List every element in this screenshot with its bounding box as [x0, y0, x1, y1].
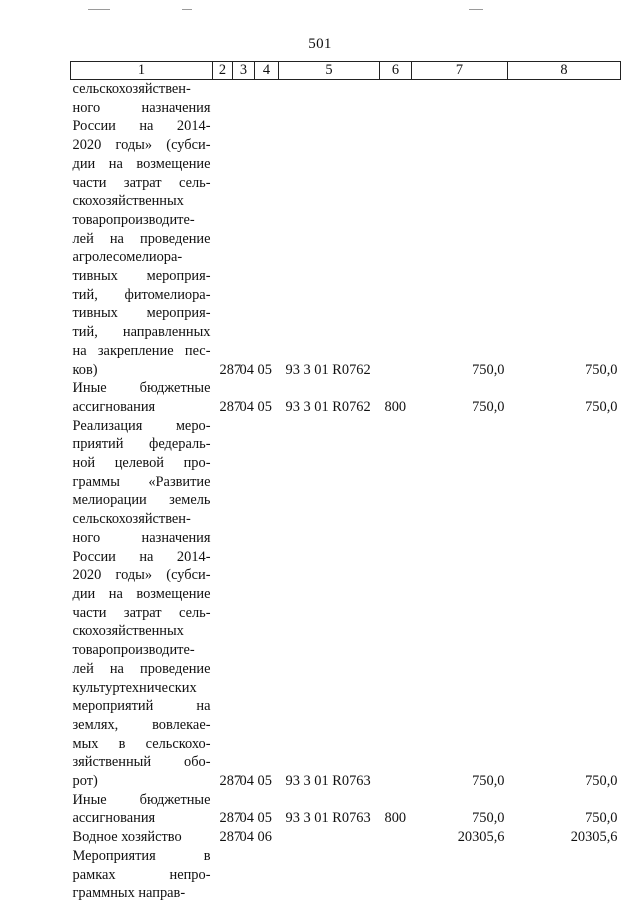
description-line: сельскохозяйствен- [72, 81, 191, 97]
cell-admin-code: 287 [219, 361, 242, 378]
cell-expense-type [380, 80, 412, 380]
row-description [71, 828, 213, 847]
row-description [71, 379, 213, 416]
description-line: ассигнования [72, 398, 156, 415]
description-line: граммы «Развитие [72, 473, 211, 490]
description-line: зяйственный обо- [72, 754, 211, 771]
cell-expense-type [380, 828, 412, 847]
row-description [71, 791, 213, 828]
description-line: приятий федераль- [72, 436, 211, 453]
cell-section: 04 [239, 810, 254, 827]
cell-subsection: 05 [257, 773, 272, 790]
table-row [71, 828, 621, 847]
description-line: тий, направленных [72, 324, 211, 341]
budget-table [70, 61, 621, 903]
table-row [71, 379, 621, 416]
row-description [71, 417, 213, 791]
description-line: на закрепление пес- [72, 342, 211, 359]
description-line: мероприятий на [72, 698, 211, 715]
description-line: Иные бюджетные [72, 791, 211, 808]
cell-expense-type [380, 847, 412, 903]
table-row [71, 791, 621, 828]
description-line: рамках непро- [72, 866, 211, 883]
cell-amount-col8: 20305,6 [570, 829, 618, 846]
cell-amount-col7: 20305,6 [457, 829, 505, 846]
description-line: агролесомелиора- [72, 249, 183, 266]
cell-admin-code: 287 [219, 810, 242, 827]
description-line: граммных направ- [72, 885, 186, 902]
header-cell-4: 4 [255, 62, 279, 80]
description-line: дии на возмещение [72, 585, 211, 602]
description-line: товаропроизводите- [72, 642, 195, 659]
cell-subsection: 05 [257, 398, 272, 415]
description-line: мых в сельскохо- [72, 735, 211, 752]
cell-amount-col8: 750,0 [585, 361, 618, 378]
description-line: мелиорации земель [72, 492, 211, 509]
header-cell-8: 8 [508, 62, 621, 80]
table-row [71, 417, 621, 791]
cell-expense-type [380, 417, 412, 791]
cell-section: 04 [239, 773, 254, 790]
cell-target-article [279, 828, 380, 847]
header-cell-7: 7 [412, 62, 508, 80]
description-line: Мероприятия в [72, 847, 211, 864]
header-cell-6: 6 [380, 62, 412, 80]
description-line: Водное хозяйство [72, 829, 182, 846]
description-line: ассигнования [72, 810, 156, 827]
cell-subsection: 05 [257, 810, 272, 827]
cell-admin-code [213, 847, 233, 903]
description-line: ного назначения [72, 529, 211, 546]
description-line: лей на проведение [72, 230, 211, 247]
cell-target-article: 93 3 01 R0763 [285, 773, 371, 790]
description-line: Иные бюджетные [72, 380, 211, 397]
description-line: тий, фитомелиора- [72, 286, 211, 303]
cell-admin-code: 287 [219, 398, 242, 415]
scan-artifact [182, 9, 192, 10]
row-description [71, 847, 213, 903]
cell-amount-col7: 750,0 [472, 773, 505, 790]
description-line: части затрат сель- [72, 604, 211, 621]
description-line: тивных мероприя- [72, 305, 211, 322]
cell-amount-col7: 750,0 [472, 398, 505, 415]
header-cell-2: 2 [213, 62, 233, 80]
description-line: части затрат сель- [72, 174, 211, 191]
description-line: ков) [72, 361, 98, 378]
table-row [71, 80, 621, 380]
cell-target-article: 93 3 01 R0762 [285, 361, 371, 378]
cell-admin-code: 287 [219, 773, 242, 790]
cell-target-article: 93 3 01 R0762 [285, 398, 371, 415]
header-cell-3: 3 [233, 62, 255, 80]
cell-target-article [279, 847, 380, 903]
description-line: культуртехнических [72, 679, 197, 696]
cell-amount-col7 [412, 847, 508, 903]
description-line: ной целевой про- [72, 455, 211, 472]
cell-section: 04 [239, 829, 254, 846]
cell-expense-type: 800 [384, 810, 407, 827]
description-line: 2020 годы» (субси- [72, 137, 211, 154]
cell-amount-col8: 750,0 [585, 773, 618, 790]
page-number: 501 [308, 36, 332, 52]
description-line: ного назначения [72, 99, 211, 116]
description-line: землях, вовлекае- [72, 716, 211, 733]
header-row [71, 62, 621, 80]
description-line: скохозяйственных [72, 623, 184, 640]
description-line: 2020 годы» (субси- [72, 567, 211, 584]
cell-section: 04 [239, 361, 254, 378]
cell-section [233, 847, 255, 903]
description-line: товаропроизводите- [72, 211, 195, 228]
cell-amount-col8: 750,0 [585, 810, 618, 827]
description-line: скохозяйственных [72, 193, 184, 210]
cell-expense-type: 800 [384, 398, 407, 415]
table-body [71, 80, 621, 903]
cell-admin-code: 287 [219, 829, 242, 846]
cell-section: 04 [239, 398, 254, 415]
description-line: Реализация меро- [72, 417, 211, 434]
table-row [71, 847, 621, 903]
scan-artifact [469, 9, 483, 10]
header-cell-1: 1 [71, 62, 213, 80]
description-line: России на 2014- [72, 548, 211, 565]
description-line: рот) [72, 773, 98, 790]
description-line: тивных мероприя- [72, 268, 211, 285]
row-description [71, 80, 213, 380]
cell-subsection [255, 847, 279, 903]
cell-amount-col7: 750,0 [472, 810, 505, 827]
description-line: России на 2014- [72, 118, 211, 135]
description-line: дии на возмещение [72, 155, 211, 172]
description-line: сельскохозяйствен- [72, 511, 191, 528]
cell-amount-col8: 750,0 [585, 398, 618, 415]
description-line: лей на проведение [72, 660, 211, 677]
cell-target-article: 93 3 01 R0763 [285, 810, 371, 827]
scan-artifact [88, 9, 110, 10]
cell-amount-col8 [508, 847, 621, 903]
cell-amount-col7: 750,0 [472, 361, 505, 378]
cell-subsection: 06 [257, 829, 272, 846]
cell-subsection: 05 [257, 361, 272, 378]
header-cell-5: 5 [279, 62, 380, 80]
